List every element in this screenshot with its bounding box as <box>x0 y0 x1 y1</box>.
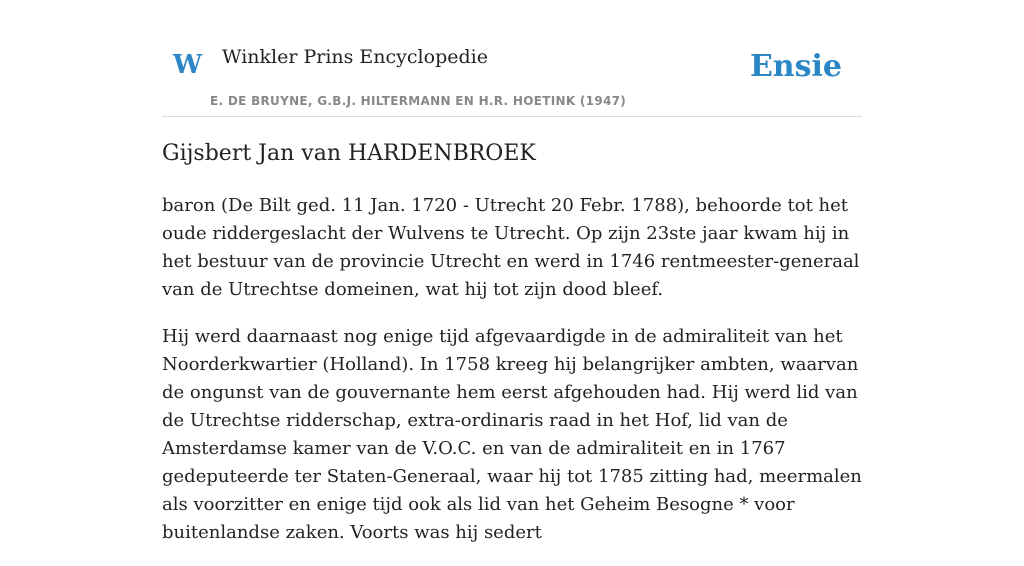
publication-title[interactable]: Winkler Prins Encyclopedie <box>222 46 488 68</box>
publication-authors: E. DE BRUYNE, G.B.J. HILTERMANN EN H.R. HOETINK (1947) <box>210 94 627 108</box>
publication-logo-icon[interactable]: W <box>173 50 203 80</box>
article-paragraph: baron (De Bilt ged. 11 Jan. 1720 - Utrecht 20 Febr. 1788), behoorde tot het oude riddergeslacht der Wulvens te Utrecht. Op zijn 23ste jaar kwam hij in het bestuur van de provincie Utrecht en werd in 1746 rentmeester-generaal van de Utrechtse domeinen, wat hij tot zijn dood bleef. <box>162 195 860 300</box>
article-paragraph: Hij werd daarnaast nog enige tijd afgevaardigde in de admiraliteit van het Noorderkwartier (Holland). In 1758 kreeg hij belangrijker ambten, waarvan de ongunst van de gouvernante hem eerst afgehouden had. Hij werd lid van de Utrechtse ridderschap, extra-ordinaris raad in het Hof, lid van de Amsterdamse kamer van de V.O.C. en van de admiraliteit en in 1767 gedeputeerde ter Staten-Generaal, waar hij tot 1785 zitting had, meermalen als voorzitter en enige tijd ook als lid van het Geheim Besogne * voor buitenlandse zaken. Voorts was hij sedert <box>162 326 862 543</box>
article-title: Gijsbert Jan van HARDENBROEK <box>162 141 536 166</box>
article-body <box>162 192 862 566</box>
site-header <box>162 0 862 117</box>
ensie-logo-link[interactable]: Ensie <box>749 49 842 84</box>
